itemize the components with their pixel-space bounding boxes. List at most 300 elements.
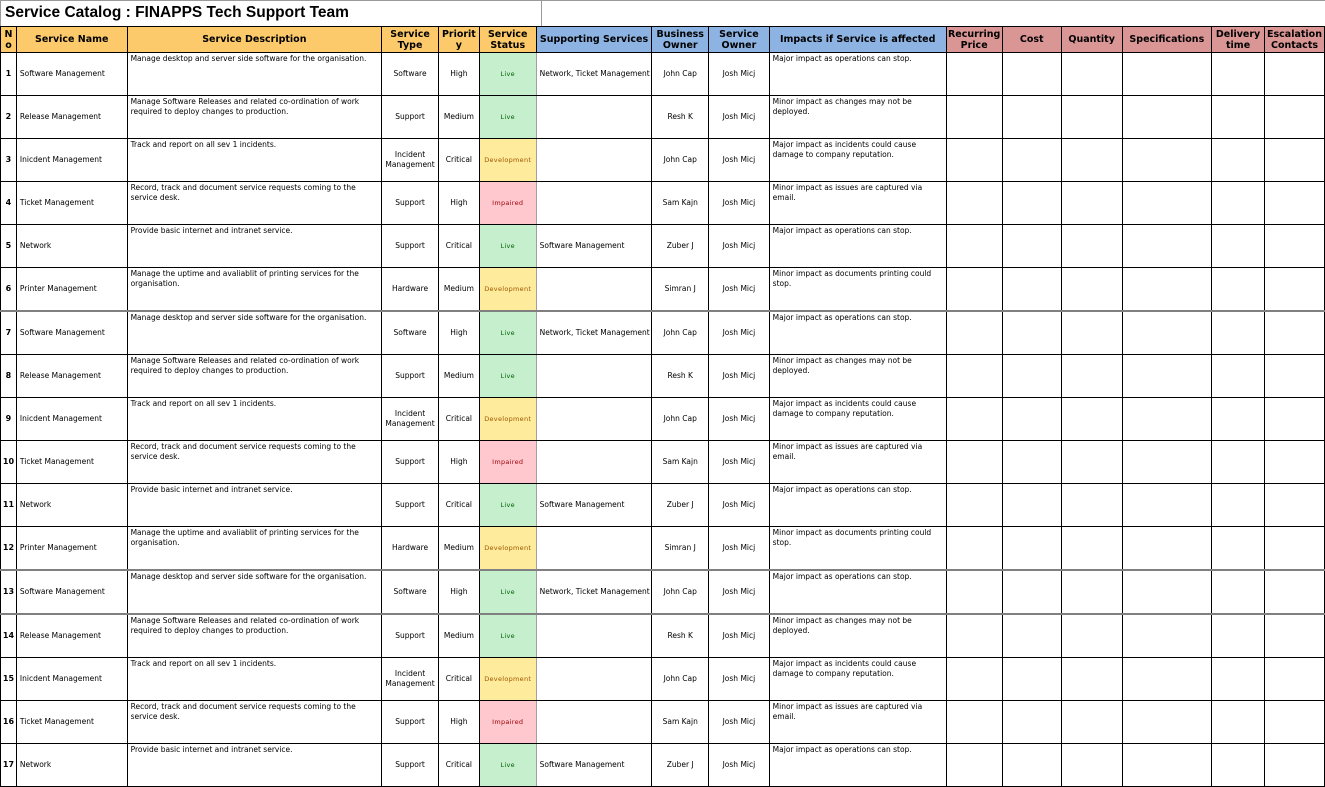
cell-escalation-contacts[interactable] [1264, 225, 1324, 268]
cell-service-name[interactable]: Software Management [16, 53, 127, 96]
cell-priority[interactable]: High [438, 441, 479, 484]
cell-recurring-price[interactable] [946, 96, 1002, 139]
cell-supporting-services[interactable]: Software Management [536, 225, 652, 268]
cell-service-status[interactable]: Development [479, 139, 536, 182]
cell-specifications[interactable] [1122, 225, 1212, 268]
cell-quantity[interactable] [1061, 441, 1122, 484]
cell-service-name[interactable]: Ticket Management [16, 701, 127, 744]
cell-business-owner[interactable]: Sam Kajn [652, 701, 709, 744]
cell-service-name[interactable]: Printer Management [16, 527, 127, 571]
cell-impacts[interactable]: Minor impact as issues are captured via email. [769, 701, 946, 744]
cell-delivery-time[interactable] [1212, 701, 1265, 744]
cell-quantity[interactable] [1061, 484, 1122, 527]
cell-service-type[interactable]: Support [382, 96, 439, 139]
cell-impacts[interactable]: Minor impact as changes may not be deployed. [769, 96, 946, 139]
col-header-recurring-price[interactable]: Recurring Price [947, 28, 1001, 51]
cell-quantity[interactable] [1061, 614, 1122, 658]
col-header-cost[interactable]: Cost [1002, 27, 1061, 53]
cell-delivery-time[interactable] [1212, 570, 1265, 614]
cell-no[interactable]: 16 [1, 701, 17, 744]
cell-specifications[interactable] [1122, 744, 1212, 787]
cell-delivery-time[interactable] [1212, 225, 1265, 268]
cell-service-owner[interactable]: Josh Micj [709, 441, 770, 484]
cell-recurring-price[interactable] [946, 570, 1002, 614]
cell-supporting-services[interactable] [536, 614, 652, 658]
cell-business-owner[interactable]: John Cap [652, 570, 709, 614]
col-header-specifications[interactable]: Specifications [1122, 27, 1212, 53]
cell-cost[interactable] [1002, 96, 1061, 139]
cell-escalation-contacts[interactable] [1264, 96, 1324, 139]
cell-specifications[interactable] [1122, 311, 1212, 355]
cell-delivery-time[interactable] [1212, 139, 1265, 182]
cell-service-owner[interactable]: Josh Micj [709, 53, 770, 96]
cell-escalation-contacts[interactable] [1264, 614, 1324, 658]
cell-service-name[interactable]: Release Management [16, 355, 127, 398]
cell-business-owner[interactable]: Resh K [652, 355, 709, 398]
cell-business-owner[interactable]: John Cap [652, 139, 709, 182]
service-catalog-table [0, 26, 1325, 787]
cell-cost[interactable] [1002, 182, 1061, 225]
cell-service-status[interactable]: Development [479, 658, 536, 701]
cell-specifications[interactable] [1122, 484, 1212, 527]
table-row [1, 570, 1325, 614]
cell-impacts[interactable]: Minor impact as changes may not be deployed. [769, 355, 946, 398]
cell-priority[interactable]: Medium [438, 268, 479, 312]
cell-cost[interactable] [1002, 311, 1061, 355]
cell-delivery-time[interactable] [1212, 527, 1265, 571]
cell-quantity[interactable] [1061, 53, 1122, 96]
table-row [1, 484, 1325, 527]
cell-recurring-price[interactable] [946, 182, 1002, 225]
cell-cost[interactable] [1002, 527, 1061, 571]
col-header-no[interactable]: N o [1, 27, 17, 53]
cell-service-name[interactable]: Network [16, 744, 127, 787]
cell-escalation-contacts[interactable] [1264, 355, 1324, 398]
cell-service-type[interactable]: Incident Management [382, 398, 439, 441]
col-header-escalation-contacts[interactable]: Escalation Contacts [1264, 27, 1324, 53]
cell-service-owner[interactable]: Josh Micj [709, 398, 770, 441]
cell-no[interactable]: 1 [1, 53, 17, 96]
cell-service-name[interactable]: Ticket Management [16, 441, 127, 484]
cell-service-type[interactable]: Software [382, 570, 439, 614]
cell-service-name[interactable]: Release Management [16, 96, 127, 139]
col-header-service-name[interactable]: Service Name [16, 27, 127, 53]
cell-specifications[interactable] [1122, 268, 1212, 312]
cell-cost[interactable] [1002, 744, 1061, 787]
cell-service-type[interactable]: Support [382, 701, 439, 744]
cell-quantity[interactable] [1061, 182, 1122, 225]
col-header-service-description[interactable]: Service Description [127, 27, 382, 53]
cell-service-status[interactable]: Impaired [479, 182, 536, 225]
cell-quantity[interactable] [1061, 96, 1122, 139]
cell-specifications[interactable] [1122, 139, 1212, 182]
cell-business-owner[interactable]: John Cap [652, 658, 709, 701]
cell-service-description[interactable]: Manage Software Releases and related co-ordination of work required to deploy changes to production. [127, 355, 382, 398]
cell-impacts[interactable]: Minor impact as issues are captured via email. [769, 182, 946, 225]
cell-delivery-time[interactable] [1212, 658, 1265, 701]
cell-delivery-time[interactable] [1212, 311, 1265, 355]
cell-cost[interactable] [1002, 614, 1061, 658]
cell-recurring-price[interactable] [946, 441, 1002, 484]
cell-service-name[interactable]: Inicdent Management [16, 658, 127, 701]
cell-specifications[interactable] [1122, 53, 1212, 96]
cell-service-name[interactable]: Network [16, 225, 127, 268]
cell-quantity[interactable] [1061, 701, 1122, 744]
cell-cost[interactable] [1002, 484, 1061, 527]
cell-service-description[interactable]: Manage desktop and server side software for the organisation. [127, 570, 382, 614]
header-row [1, 27, 1325, 53]
cell-supporting-services[interactable]: Software Management [536, 744, 652, 787]
cell-impacts[interactable]: Major impact as operations can stop. [769, 311, 946, 355]
cell-specifications[interactable] [1122, 355, 1212, 398]
cell-service-description[interactable]: Manage Software Releases and related co-ordination of work required to deploy changes to production. [127, 614, 382, 658]
cell-quantity[interactable] [1061, 527, 1122, 571]
cell-specifications[interactable] [1122, 570, 1212, 614]
cell-service-description[interactable]: Provide basic internet and intranet service. [127, 744, 382, 787]
cell-service-status[interactable]: Development [479, 398, 536, 441]
cell-service-owner[interactable]: Josh Micj [709, 527, 770, 571]
cell-delivery-time[interactable] [1212, 441, 1265, 484]
cell-supporting-services[interactable] [536, 96, 652, 139]
col-header-delivery-time[interactable]: Delivery time [1212, 27, 1265, 53]
cell-service-description[interactable]: Provide basic internet and intranet service. [127, 484, 382, 527]
cell-priority[interactable]: Medium [438, 614, 479, 658]
cell-impacts[interactable]: Major impact as incidents could cause damage to company reputation. [769, 658, 946, 701]
cell-supporting-services[interactable] [536, 701, 652, 744]
cell-service-name[interactable]: Ticket Management [16, 182, 127, 225]
cell-no[interactable]: 6 [1, 268, 17, 312]
cell-service-type[interactable]: Support [382, 355, 439, 398]
cell-supporting-services[interactable] [536, 139, 652, 182]
cell-cost[interactable] [1002, 701, 1061, 744]
cell-business-owner[interactable]: Zuber J [652, 744, 709, 787]
cell-cost[interactable] [1002, 53, 1061, 96]
cell-specifications[interactable] [1122, 96, 1212, 139]
cell-service-status[interactable]: Live [479, 355, 536, 398]
cell-no[interactable]: 12 [1, 527, 17, 571]
cell-service-status[interactable]: Live [479, 570, 536, 614]
cell-quantity[interactable] [1061, 311, 1122, 355]
cell-quantity[interactable] [1061, 355, 1122, 398]
cell-service-name[interactable]: Inicdent Management [16, 139, 127, 182]
cell-recurring-price[interactable] [946, 311, 1002, 355]
sheet-title[interactable]: Service Catalog : FINAPPS Tech Support Team [5, 4, 349, 21]
cell-business-owner[interactable]: Resh K [652, 96, 709, 139]
cell-recurring-price[interactable] [946, 614, 1002, 658]
cell-specifications[interactable] [1122, 658, 1212, 701]
cell-priority[interactable]: Critical [438, 484, 479, 527]
cell-recurring-price[interactable] [946, 484, 1002, 527]
cell-recurring-price[interactable] [946, 398, 1002, 441]
col-header-supporting-services[interactable]: Supporting Services [536, 27, 652, 53]
cell-delivery-time[interactable] [1212, 614, 1265, 658]
cell-escalation-contacts[interactable] [1264, 139, 1324, 182]
col-header-priority[interactable]: Priorit y [438, 27, 479, 53]
cell-cost[interactable] [1002, 441, 1061, 484]
cell-priority[interactable]: High [438, 311, 479, 355]
cell-service-type[interactable]: Support [382, 614, 439, 658]
cell-business-owner[interactable]: Sam Kajn [652, 182, 709, 225]
col-header-business-owner[interactable]: Business Owner [652, 27, 709, 53]
cell-supporting-services[interactable] [536, 268, 652, 312]
cell-cost[interactable] [1002, 268, 1061, 312]
cell-escalation-contacts[interactable] [1264, 744, 1324, 787]
cell-impacts[interactable]: Minor impact as documents printing could stop. [769, 527, 946, 571]
cell-service-name[interactable]: Network [16, 484, 127, 527]
col-header-service-type[interactable]: Service Type [382, 27, 439, 53]
cell-no[interactable]: 5 [1, 225, 17, 268]
cell-service-status[interactable]: Impaired [479, 701, 536, 744]
cell-business-owner[interactable]: Simran J [652, 268, 709, 312]
cell-priority[interactable]: Critical [438, 658, 479, 701]
cell-business-owner[interactable]: John Cap [652, 311, 709, 355]
cell-priority[interactable]: Medium [438, 355, 479, 398]
cell-cost[interactable] [1002, 658, 1061, 701]
col-header-service-status[interactable]: Service Status [479, 27, 536, 53]
cell-service-description[interactable]: Manage desktop and server side software for the organisation. [127, 311, 382, 355]
cell-service-description[interactable]: Manage the uptime and avaliablit of printing services for the organisation. [127, 527, 382, 571]
cell-escalation-contacts[interactable] [1264, 311, 1324, 355]
cell-cost[interactable] [1002, 225, 1061, 268]
cell-business-owner[interactable]: Zuber J [652, 484, 709, 527]
table-row [1, 139, 1325, 182]
cell-impacts[interactable]: Minor impact as changes may not be deployed. [769, 614, 946, 658]
table-row [1, 527, 1325, 571]
cell-service-status[interactable]: Live [479, 53, 536, 96]
cell-recurring-price[interactable] [946, 268, 1002, 312]
cell-service-owner[interactable]: Josh Micj [709, 311, 770, 355]
cell-service-type[interactable]: Hardware [382, 527, 439, 571]
cell-service-owner[interactable]: Josh Micj [709, 182, 770, 225]
cell-priority[interactable]: Critical [438, 225, 479, 268]
cell-impacts[interactable]: Major impact as operations can stop. [769, 744, 946, 787]
cell-service-name[interactable]: Software Management [16, 570, 127, 614]
cell-supporting-services[interactable]: Network, Ticket Management [536, 570, 652, 614]
cell-quantity[interactable] [1061, 398, 1122, 441]
cell-quantity[interactable] [1061, 225, 1122, 268]
cell-service-name[interactable]: Release Management [16, 614, 127, 658]
cell-service-owner[interactable]: Josh Micj [709, 139, 770, 182]
cell-service-status[interactable]: Development [479, 268, 536, 312]
col-header-service-owner[interactable]: Service Owner [709, 27, 770, 53]
cell-service-status[interactable]: Live [479, 311, 536, 355]
cell-delivery-time[interactable] [1212, 398, 1265, 441]
cell-no[interactable]: 11 [1, 484, 17, 527]
cell-impacts[interactable]: Major impact as operations can stop. [769, 225, 946, 268]
cell-service-description[interactable]: Record, track and document service requests coming to the service desk. [127, 441, 382, 484]
cell-escalation-contacts[interactable] [1264, 484, 1324, 527]
cell-service-owner[interactable]: Josh Micj [709, 614, 770, 658]
cell-no[interactable]: 7 [1, 311, 17, 355]
cell-supporting-services[interactable]: Network, Ticket Management [536, 311, 652, 355]
cell-business-owner[interactable]: Sam Kajn [652, 441, 709, 484]
cell-priority[interactable]: High [438, 182, 479, 225]
cell-no[interactable]: 4 [1, 182, 17, 225]
cell-cost[interactable] [1002, 355, 1061, 398]
cell-quantity[interactable] [1061, 139, 1122, 182]
cell-service-owner[interactable]: Josh Micj [709, 570, 770, 614]
cell-service-description[interactable]: Manage Software Releases and related co-ordination of work required to deploy changes to production. [127, 96, 382, 139]
cell-service-type[interactable]: Hardware [382, 268, 439, 312]
cell-delivery-time[interactable] [1212, 484, 1265, 527]
cell-service-name[interactable]: Printer Management [16, 268, 127, 312]
cell-service-owner[interactable]: Josh Micj [709, 225, 770, 268]
cell-no[interactable]: 2 [1, 96, 17, 139]
cell-escalation-contacts[interactable] [1264, 527, 1324, 571]
cell-quantity[interactable] [1061, 658, 1122, 701]
cell-supporting-services[interactable] [536, 658, 652, 701]
cell-supporting-services[interactable] [536, 182, 652, 225]
cell-no[interactable]: 10 [1, 441, 17, 484]
cell-priority[interactable]: High [438, 53, 479, 96]
cell-service-type[interactable]: Incident Management [382, 139, 439, 182]
cell-cost[interactable] [1002, 398, 1061, 441]
cell-no[interactable]: 17 [1, 744, 17, 787]
cell-impacts[interactable]: Minor impact as documents printing could stop. [769, 268, 946, 312]
cell-escalation-contacts[interactable] [1264, 398, 1324, 441]
cell-service-owner[interactable]: Josh Micj [709, 484, 770, 527]
cell-escalation-contacts[interactable] [1264, 182, 1324, 225]
cell-service-type[interactable]: Support [382, 225, 439, 268]
cell-supporting-services[interactable]: Software Management [536, 484, 652, 527]
cell-recurring-price[interactable] [946, 744, 1002, 787]
cell-cost[interactable] [1002, 570, 1061, 614]
cell-service-description[interactable]: Track and report on all sev 1 incidents. [127, 398, 382, 441]
cell-escalation-contacts[interactable] [1264, 701, 1324, 744]
cell-priority[interactable]: High [438, 570, 479, 614]
cell-specifications[interactable] [1122, 614, 1212, 658]
cell-service-description[interactable]: Record, track and document service requests coming to the service desk. [127, 182, 382, 225]
cell-service-owner[interactable]: Josh Micj [709, 701, 770, 744]
cell-no[interactable]: 13 [1, 570, 17, 614]
cell-no[interactable]: 9 [1, 398, 17, 441]
cell-impacts[interactable]: Major impact as operations can stop. [769, 484, 946, 527]
cell-delivery-time[interactable] [1212, 182, 1265, 225]
cell-service-status[interactable]: Development [479, 527, 536, 571]
cell-business-owner[interactable]: John Cap [652, 53, 709, 96]
cell-service-description[interactable]: Track and report on all sev 1 incidents. [127, 139, 382, 182]
cell-service-name[interactable]: Software Management [16, 311, 127, 355]
cell-no[interactable]: 8 [1, 355, 17, 398]
cell-priority[interactable]: Medium [438, 96, 479, 139]
table-row [1, 311, 1325, 355]
cell-quantity[interactable] [1061, 744, 1122, 787]
cell-delivery-time[interactable] [1212, 96, 1265, 139]
cell-supporting-services[interactable] [536, 398, 652, 441]
table-row [1, 701, 1325, 744]
cell-no[interactable]: 14 [1, 614, 17, 658]
cell-service-type[interactable]: Software [382, 53, 439, 96]
cell-specifications[interactable] [1122, 701, 1212, 744]
cell-business-owner[interactable]: Simran J [652, 527, 709, 571]
cell-service-status[interactable]: Live [479, 96, 536, 139]
table-row [1, 182, 1325, 225]
cell-no[interactable]: 3 [1, 139, 17, 182]
cell-service-owner[interactable]: Josh Micj [709, 96, 770, 139]
cell-specifications[interactable] [1122, 182, 1212, 225]
cell-escalation-contacts[interactable] [1264, 570, 1324, 614]
table-row [1, 96, 1325, 139]
cell-escalation-contacts[interactable] [1264, 53, 1324, 96]
cell-impacts[interactable]: Major impact as incidents could cause damage to company reputation. [769, 139, 946, 182]
col-header-impacts[interactable]: Impacts if Service is affected [769, 27, 946, 53]
cell-service-status[interactable]: Impaired [479, 441, 536, 484]
cell-cost[interactable] [1002, 139, 1061, 182]
cell-service-name[interactable]: Inicdent Management [16, 398, 127, 441]
cell-priority[interactable]: Medium [438, 527, 479, 571]
cell-quantity[interactable] [1061, 570, 1122, 614]
cell-delivery-time[interactable] [1212, 53, 1265, 96]
col-header-quantity[interactable]: Quantity [1061, 27, 1122, 53]
cell-recurring-price[interactable] [946, 225, 1002, 268]
cell-delivery-time[interactable] [1212, 744, 1265, 787]
cell-service-type[interactable]: Support [382, 744, 439, 787]
cell-recurring-price[interactable] [946, 355, 1002, 398]
cell-escalation-contacts[interactable] [1264, 268, 1324, 312]
cell-priority[interactable]: High [438, 701, 479, 744]
cell-impacts[interactable]: Major impact as incidents could cause damage to company reputation. [769, 398, 946, 441]
cell-service-description[interactable]: Manage the uptime and avaliablit of printing services for the organisation. [127, 268, 382, 312]
table-body [1, 53, 1325, 787]
cell-specifications[interactable] [1122, 527, 1212, 571]
cell-impacts[interactable]: Minor impact as issues are captured via email. [769, 441, 946, 484]
cell-escalation-contacts[interactable] [1264, 441, 1324, 484]
cell-quantity[interactable] [1061, 268, 1122, 312]
cell-no[interactable]: 15 [1, 658, 17, 701]
cell-business-owner[interactable]: Zuber J [652, 225, 709, 268]
cell-specifications[interactable] [1122, 398, 1212, 441]
cell-specifications[interactable] [1122, 441, 1212, 484]
cell-recurring-price[interactable] [946, 658, 1002, 701]
cell-service-type[interactable]: Support [382, 484, 439, 527]
cell-supporting-services[interactable]: Network, Ticket Management [536, 53, 652, 96]
cell-supporting-services[interactable] [536, 527, 652, 571]
cell-service-type[interactable]: Support [382, 182, 439, 225]
cell-impacts[interactable]: Major impact as operations can stop. [769, 570, 946, 614]
cell-delivery-time[interactable] [1212, 355, 1265, 398]
cell-service-status[interactable]: Live [479, 484, 536, 527]
cell-supporting-services[interactable] [536, 355, 652, 398]
cell-impacts[interactable]: Major impact as operations can stop. [769, 53, 946, 96]
cell-escalation-contacts[interactable] [1264, 658, 1324, 701]
cell-delivery-time[interactable] [1212, 268, 1265, 312]
cell-service-owner[interactable]: Josh Micj [709, 658, 770, 701]
cell-service-description[interactable]: Track and report on all sev 1 incidents. [127, 658, 382, 701]
cell-service-type[interactable]: Incident Management [382, 658, 439, 701]
cell-service-description[interactable]: Manage desktop and server side software for the organisation. [127, 53, 382, 96]
cell-service-status[interactable]: Live [479, 744, 536, 787]
cell-priority[interactable]: Critical [438, 398, 479, 441]
cell-recurring-price[interactable] [946, 139, 1002, 182]
cell-recurring-price[interactable] [946, 53, 1002, 96]
cell-business-owner[interactable]: John Cap [652, 398, 709, 441]
cell-service-description[interactable]: Record, track and document service requests coming to the service desk. [127, 701, 382, 744]
cell-service-status[interactable]: Live [479, 614, 536, 658]
cell-service-type[interactable]: Support [382, 441, 439, 484]
cell-business-owner[interactable]: Resh K [652, 614, 709, 658]
cell-priority[interactable]: Critical [438, 139, 479, 182]
cell-service-owner[interactable]: Josh Micj [709, 268, 770, 312]
cell-service-owner[interactable]: Josh Micj [709, 744, 770, 787]
cell-service-description[interactable]: Provide basic internet and intranet service. [127, 225, 382, 268]
cell-recurring-price[interactable] [946, 527, 1002, 571]
cell-priority[interactable]: Critical [438, 744, 479, 787]
cell-service-owner[interactable]: Josh Micj [709, 355, 770, 398]
cell-service-type[interactable]: Software [382, 311, 439, 355]
cell-recurring-price[interactable] [946, 701, 1002, 744]
cell-service-status[interactable]: Live [479, 225, 536, 268]
cell-supporting-services[interactable] [536, 441, 652, 484]
